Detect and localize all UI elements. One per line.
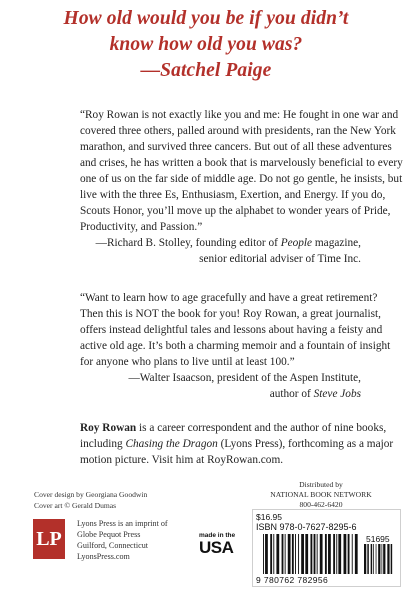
distributor-phone: 800-462-6420	[299, 500, 343, 509]
barcode-bar	[336, 534, 337, 574]
barcode-bar	[383, 544, 385, 574]
blurb1-line: Scouts Honor, you’ll move up the alphabet to wonder years of Pride,	[80, 205, 391, 217]
ean-addon-barcode	[364, 544, 394, 576]
barcode-bar	[333, 534, 335, 574]
barcode-bar	[288, 534, 291, 574]
blurb1-attribution: senior editorial adviser of Time Inc.	[199, 253, 361, 265]
blurb1-line: Productivity, and Passion.”	[80, 221, 203, 233]
bio-text: (Lyons Press), forthcoming as a major	[217, 438, 394, 450]
ean-barcode	[263, 534, 359, 576]
barcode-bar	[338, 534, 341, 574]
barcode-bar	[382, 544, 383, 574]
attribution-text: magazine,	[312, 237, 361, 249]
made-in-label: made in the	[199, 532, 236, 539]
blurb2-line: active old age. It’s both a charming memoir and a fountain of insight	[80, 340, 391, 352]
blurb2-line: Then this is NOT the book for you! Roy Rowan, a great journalist,	[80, 308, 381, 320]
barcode-bar	[371, 544, 373, 574]
price-code-label: 51695	[366, 534, 390, 544]
blurb1-line: one of us on the far side of middle age. Do not go gentle, he insists, but	[80, 173, 403, 185]
publisher-line: LyonsPress.com	[77, 552, 130, 561]
blurb2-attribution: —Walter Isaacson, president of the Aspen Institute,	[128, 372, 361, 384]
barcode-bar	[355, 534, 358, 574]
barcode-bar	[310, 534, 312, 574]
book-title: Chasing the Dragon	[125, 438, 218, 450]
barcode-bar	[265, 534, 268, 574]
publisher-line: Globe Pequot Press	[77, 530, 141, 539]
barcode-bar	[378, 544, 380, 574]
bio-text: including	[80, 438, 126, 450]
barcode-bar	[367, 544, 369, 574]
bio-line	[80, 438, 393, 450]
isbn-label: ISBN 978-0-7627-8295-6	[256, 522, 357, 532]
book-title: Steve Jobs	[313, 388, 361, 400]
epigraph-attribution: —Satchel Paige	[140, 60, 272, 81]
barcode-bar	[348, 534, 350, 574]
ean-digits: 9 780762 782956	[256, 575, 329, 585]
barcode-bar	[273, 534, 274, 574]
blurb1-line: “Roy Rowan is not exactly like you and me: He fought in one war and	[80, 109, 399, 121]
barcode-bar	[325, 534, 327, 574]
blurb2-line: offers instead delightful tales and lessons about having a feisty and	[80, 324, 383, 336]
barcode-bar	[391, 544, 393, 574]
blurb2-attribution	[270, 388, 361, 400]
barcode-bar	[263, 534, 264, 574]
barcode-bar	[295, 534, 296, 574]
barcode-bar	[301, 534, 304, 574]
barcode-bar	[314, 534, 316, 574]
barcode-bar	[285, 534, 286, 574]
barcode-bar	[328, 534, 331, 574]
blurb2-line: for anyone who plans to live until at least 100.”	[80, 356, 295, 368]
magazine-title: People	[280, 237, 313, 249]
attribution-text: —Richard B. Stolley, founding editor of	[95, 237, 281, 249]
isbn-barcode-block	[252, 509, 401, 587]
epigraph-line-2: know how old you was?	[109, 34, 303, 55]
bio-text: is a career correspondent and the author of nine books,	[136, 422, 387, 434]
blurb2-line: “Want to learn how to age gracefully and have a great retirement?	[80, 292, 378, 304]
barcode-bar	[292, 534, 294, 574]
distribution-label: Distributed by	[299, 480, 343, 489]
barcode-bar	[344, 534, 347, 574]
blurb1-line: covered three others, palled around with presidents, ran the New York	[80, 125, 396, 137]
barcode-bar	[317, 534, 318, 574]
barcode-bar	[387, 544, 389, 574]
barcode-bar	[373, 544, 374, 574]
epigraph-line-1: How old would you be if you didn’t	[63, 8, 349, 29]
barcode-bar	[376, 544, 377, 574]
blurb1-attribution	[96, 237, 361, 249]
attribution-text: author of	[269, 388, 314, 400]
blurb1-line: live with the three Es, Enthusiasm, Exertion, and Energy. If you do,	[80, 189, 386, 201]
distributor-name: NATIONAL BOOK NETWORK	[270, 490, 372, 499]
bio-line	[80, 422, 386, 434]
blurb1-line: marathon, and survived three cancers. But out of all these adventures	[80, 141, 392, 153]
cover-art-credit: Cover art © Gerald Dumas	[34, 501, 117, 510]
barcode-bar	[298, 534, 299, 574]
barcode-bar	[276, 534, 279, 574]
blurb1-line: and crises, he has written a book that is marvelously beneficial to every	[80, 157, 403, 169]
barcode-bar	[364, 544, 366, 574]
price-label: $16.95	[256, 512, 282, 522]
bio-line: motion picture. Visit him at RoyRowan.com.	[80, 454, 284, 466]
barcode-bar	[320, 534, 323, 574]
barcode-bar	[282, 534, 284, 574]
barcode-bar	[352, 534, 353, 574]
publisher-line: Guilford, Connecticut	[77, 541, 149, 550]
lyons-press-logo: LP	[33, 519, 65, 559]
barcode-bar	[270, 534, 272, 574]
publisher-line: Lyons Press is an imprint of	[77, 519, 168, 528]
usa-label: USA	[199, 538, 234, 557]
barcode-bar	[305, 534, 308, 574]
author-name: Roy Rowan	[80, 422, 137, 434]
made-in-usa-mark	[199, 532, 236, 566]
cover-design-credit: Cover design by Georgiana Goodwin	[34, 490, 148, 499]
